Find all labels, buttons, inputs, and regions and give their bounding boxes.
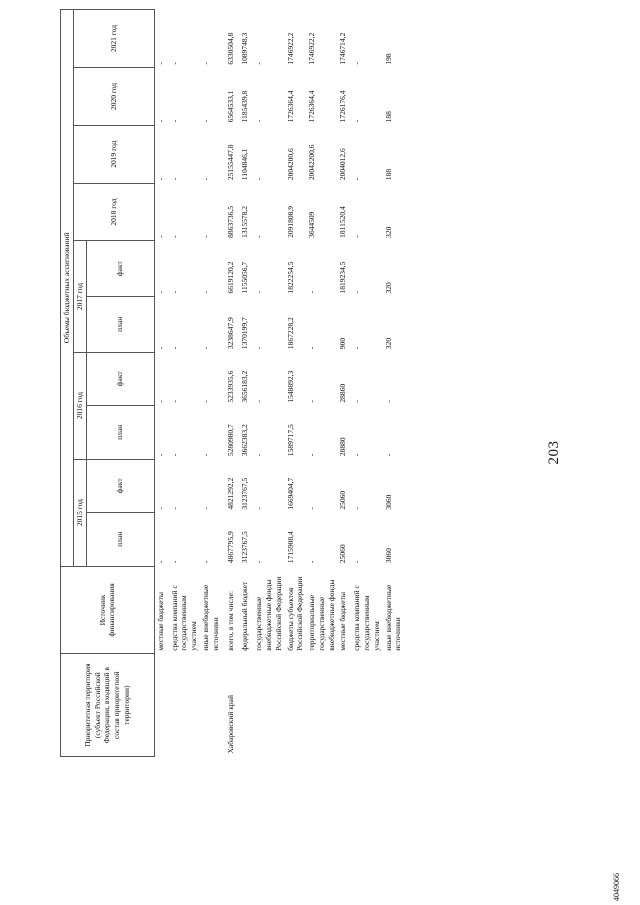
value-cell: 4821292,2: [226, 477, 236, 510]
territory-cell: [383, 654, 405, 757]
value-cell: -: [307, 291, 316, 294]
value-cell: -: [307, 560, 316, 564]
value-cell: -: [254, 235, 264, 238]
source-cell: всего, в том числе:: [226, 591, 236, 651]
header-budget: Объемы бюджетных ассигнований: [61, 10, 74, 567]
value-cell: -: [254, 400, 264, 403]
value-cell: 3123767,5: [240, 531, 250, 564]
value-cell: 198: [383, 53, 393, 65]
budget-table: [60, 9, 404, 757]
value-cell: 320: [383, 282, 393, 294]
value-cell: 3644509: [307, 211, 316, 238]
value-cell: 1715908,4: [285, 531, 295, 564]
table-row: [221, 10, 239, 757]
territory-cell: [200, 654, 222, 757]
header-2015: 2015 год: [73, 459, 86, 566]
source-cell: территориальные государственные внебюджетные фонды: [307, 579, 336, 651]
territory-cell: [337, 654, 351, 757]
header-2017-plan: план: [86, 297, 154, 353]
value-cell: 1811520,4: [338, 206, 348, 238]
value-cell: 25060: [338, 544, 348, 564]
value-cell: -: [155, 346, 165, 350]
value-cell: -: [307, 507, 316, 510]
value-cell: -: [383, 400, 393, 403]
value-cell: -: [352, 453, 362, 457]
header-2015-fact: факт: [86, 459, 154, 512]
value-cell: 320: [383, 337, 393, 350]
value-cell: 2091808,9: [285, 206, 295, 238]
value-cell: -: [155, 291, 165, 294]
value-cell: 1104846,1: [240, 148, 250, 181]
table-row: [169, 10, 200, 757]
value-cell: 2004012,6: [338, 148, 348, 181]
value-cell: 1669404,7: [285, 477, 295, 510]
source-cell: федеральный бюджет: [240, 581, 250, 651]
value-cell: -: [169, 119, 179, 123]
value-cell: -: [200, 177, 210, 181]
value-cell: 1726176,4: [338, 90, 348, 123]
value-cell: 1726364,4: [307, 90, 316, 123]
source-cell: иные внебюджетные источники: [383, 584, 403, 651]
source-cell: средства компаний с государственным участием: [169, 585, 198, 651]
table-row: [383, 10, 405, 757]
value-cell: -: [352, 507, 362, 510]
value-cell: 6619120,2: [226, 261, 236, 294]
value-cell: -: [254, 560, 264, 564]
value-cell: 1819234,5: [338, 261, 348, 294]
header-2016-plan: план: [86, 406, 154, 459]
value-cell: -: [254, 346, 264, 350]
territory-cell: [253, 654, 284, 757]
value-cell: -: [200, 235, 210, 238]
territory-cell: [306, 654, 337, 757]
value-cell: -: [254, 177, 264, 181]
header-2020: 2020 год: [73, 68, 154, 126]
value-cell: -: [155, 177, 165, 181]
header-2021: 2021 год: [73, 10, 154, 68]
header-territory: Приоритетная территория (субъект Российской Федерации, входящий в состав приоритетной территории): [61, 654, 155, 757]
territory-cell: [154, 654, 169, 757]
value-cell: 5280980,7: [226, 424, 236, 457]
value-cell: -: [169, 235, 179, 238]
value-cell: 25060: [338, 490, 348, 510]
territory-cell: Хабаровский край: [226, 695, 236, 754]
value-cell: -: [155, 62, 165, 65]
value-cell: -: [200, 291, 210, 294]
source-cell: иные внебюджетные источники: [200, 584, 220, 651]
value-cell: -: [200, 560, 210, 564]
value-cell: 1315578,2: [240, 206, 250, 238]
value-cell: 2004200,6: [285, 148, 295, 181]
value-cell: -: [352, 400, 362, 403]
table-row: [253, 10, 284, 757]
page-number: 203: [546, 440, 562, 465]
value-cell: -: [169, 62, 179, 65]
table-row: [306, 10, 337, 757]
value-cell: 28880: [338, 437, 348, 457]
source-cell: местные бюджеты: [338, 592, 348, 651]
table-row: [154, 10, 169, 757]
value-cell: 188: [383, 168, 393, 181]
table-row: [351, 10, 382, 757]
value-cell: -: [155, 560, 165, 564]
value-cell: 6330504,8: [226, 32, 236, 65]
value-cell: 3060: [383, 494, 393, 510]
value-cell: 1185439,8: [240, 90, 250, 123]
header-2017-fact: факт: [86, 241, 154, 297]
value-cell: 8863736,5: [226, 206, 236, 238]
value-cell: -: [352, 119, 362, 123]
value-cell: 4867795,9: [226, 531, 236, 564]
value-cell: -: [352, 291, 362, 294]
table-body: [154, 10, 404, 757]
value-cell: 3662383,2: [240, 424, 250, 457]
value-cell: 3656183,2: [240, 370, 250, 403]
value-cell: 6564533,1: [226, 90, 236, 123]
table-row: [285, 10, 307, 757]
value-cell: -: [307, 453, 316, 457]
value-cell: 3123767,5: [240, 477, 250, 510]
source-cell: государственные внебюджетные фонды Российской Федерации: [254, 576, 283, 651]
value-cell: -: [155, 400, 165, 403]
source-cell: средства компаний с государственным участием: [352, 585, 381, 651]
value-cell: -: [155, 507, 165, 510]
table-row: [239, 10, 253, 757]
value-cell: -: [352, 177, 362, 181]
table-row: [200, 10, 222, 757]
value-cell: -: [169, 177, 179, 181]
value-cell: -: [352, 235, 362, 238]
header-2015-plan: план: [86, 513, 154, 566]
value-cell: -: [169, 291, 179, 294]
value-cell: -: [155, 235, 165, 238]
value-cell: -: [307, 400, 316, 403]
source-cell: местные бюджеты: [155, 592, 165, 651]
value-cell: 28860: [338, 383, 348, 403]
table-row: [337, 10, 351, 757]
value-cell: -: [169, 346, 179, 350]
value-cell: -: [169, 453, 179, 457]
value-cell: -: [155, 119, 165, 123]
value-cell: -: [254, 291, 264, 294]
value-cell: -: [254, 507, 264, 510]
value-cell: -: [254, 453, 264, 457]
value-cell: 1746922,2: [285, 32, 295, 65]
header-2018: 2018 год: [73, 183, 154, 241]
value-cell: -: [200, 346, 210, 350]
territory-cell: [239, 654, 253, 757]
value-cell: -: [200, 400, 210, 403]
value-cell: -: [352, 346, 362, 350]
value-cell: 1589717,5: [285, 424, 295, 457]
value-cell: 1089748,3: [240, 32, 250, 65]
value-cell: 25155447,8: [226, 144, 236, 181]
value-cell: -: [383, 453, 393, 457]
value-cell: 1746714,2: [338, 32, 348, 65]
value-cell: -: [200, 507, 210, 510]
value-cell: -: [155, 453, 165, 457]
source-cell: бюджеты субъектов Российской Федерации: [285, 576, 305, 651]
value-cell: -: [200, 62, 210, 65]
value-cell: 1726364,4: [285, 90, 295, 123]
value-cell: 3238647,9: [226, 317, 236, 350]
document-code: 4049066: [612, 873, 621, 901]
territory-cell: [285, 654, 307, 757]
value-cell: -: [307, 346, 316, 350]
value-cell: 1746922,2: [307, 32, 316, 65]
territory-cell: [351, 654, 382, 757]
header-2016: 2016 год: [73, 352, 86, 459]
value-cell: 1867228,2: [285, 317, 295, 350]
header-source: Источник финансирования: [61, 566, 155, 654]
value-cell: 188: [383, 111, 393, 123]
value-cell: 20042200,6: [307, 144, 316, 181]
header-2019: 2019 год: [73, 125, 154, 183]
value-cell: -: [200, 119, 210, 123]
value-cell: -: [169, 560, 179, 564]
value-cell: 1822254,5: [285, 261, 295, 294]
value-cell: -: [254, 119, 264, 123]
value-cell: 1155056,7: [240, 261, 250, 294]
value-cell: -: [352, 560, 362, 564]
header-2016-fact: факт: [86, 352, 154, 405]
value-cell: -: [169, 400, 179, 403]
value-cell: -: [200, 453, 210, 457]
value-cell: 3060: [383, 548, 393, 564]
value-cell: 900: [338, 337, 348, 350]
value-cell: -: [254, 62, 264, 65]
value-cell: 1548892,3: [285, 370, 295, 403]
value-cell: -: [352, 62, 362, 65]
territory-cell: [169, 654, 200, 757]
value-cell: 1370199,7: [240, 317, 250, 350]
header-2017: 2017 год: [73, 241, 86, 352]
value-cell: -: [169, 507, 179, 510]
value-cell: 320: [383, 226, 393, 238]
value-cell: 5233935,6: [226, 370, 236, 403]
